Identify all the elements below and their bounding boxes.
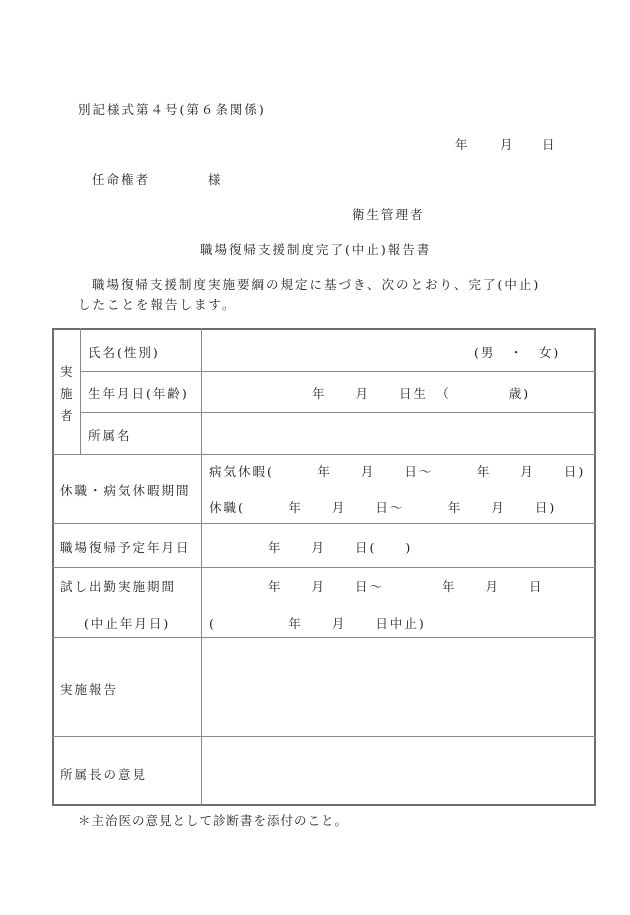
trial-stop-date: ( 年 月 日中止) [209, 616, 426, 631]
suspension-period: 休職( 年 月 日～ 年 月 日) [209, 500, 557, 515]
date-year: 年 [455, 137, 470, 152]
column-divider [80, 328, 81, 454]
column-divider [201, 328, 202, 806]
birth-value: 年 月 日生 （ 歳) [312, 386, 531, 401]
return-date-value: 年 月 日( ) [268, 540, 413, 555]
date-month: 月 [500, 137, 515, 152]
document-title: 職場復帰支援制度完了(中止)報告書 [200, 242, 432, 257]
row-divider [52, 637, 596, 638]
dept-label: 所属名 [88, 428, 132, 443]
leave-label: 休職・病気休暇期間 [60, 483, 191, 498]
form-id: 別記様式第４号(第６条関係) [78, 102, 266, 117]
name-gender: (男 ・ 女) [474, 345, 561, 360]
implementer-label-2: 施 [60, 386, 75, 401]
row-divider [52, 567, 596, 568]
date-day: 日 [542, 137, 557, 152]
addressee-honorific: 様 [208, 172, 223, 187]
sick-leave-period: 病気休暇( 年 月 日～ 年 月 日) [209, 464, 586, 479]
trial-stop-label: (中止年月日) [84, 616, 171, 631]
row-divider [80, 412, 596, 413]
row-divider [52, 454, 596, 455]
name-label: 氏名(性別) [88, 345, 160, 360]
opinion-label: 所属長の意見 [60, 767, 148, 782]
report-label: 実施報告 [60, 682, 119, 697]
row-divider [52, 523, 596, 524]
footnote: ＊主治医の意見として診断書を添付のこと。 [78, 813, 349, 828]
birth-label: 生年月日(年齢) [88, 386, 189, 401]
row-divider [52, 736, 596, 737]
intro-line-2: したことを報告します。 [78, 297, 237, 312]
row-divider [80, 371, 596, 372]
implementer-label-1: 実 [60, 364, 75, 379]
addressee-label: 任命権者 [92, 172, 151, 187]
sender: 衛生管理者 [352, 207, 425, 222]
trial-period: 年 月 日～ 年 月 日 [268, 579, 544, 594]
intro-line-1: 職場復帰支援制度実施要綱の規定に基づき、次のとおり、完了(中止) [92, 277, 541, 292]
return-date-label: 職場復帰予定年月日 [60, 540, 191, 555]
trial-label: 試し出勤実施期間 [60, 579, 177, 594]
implementer-label-3: 者 [60, 408, 75, 423]
